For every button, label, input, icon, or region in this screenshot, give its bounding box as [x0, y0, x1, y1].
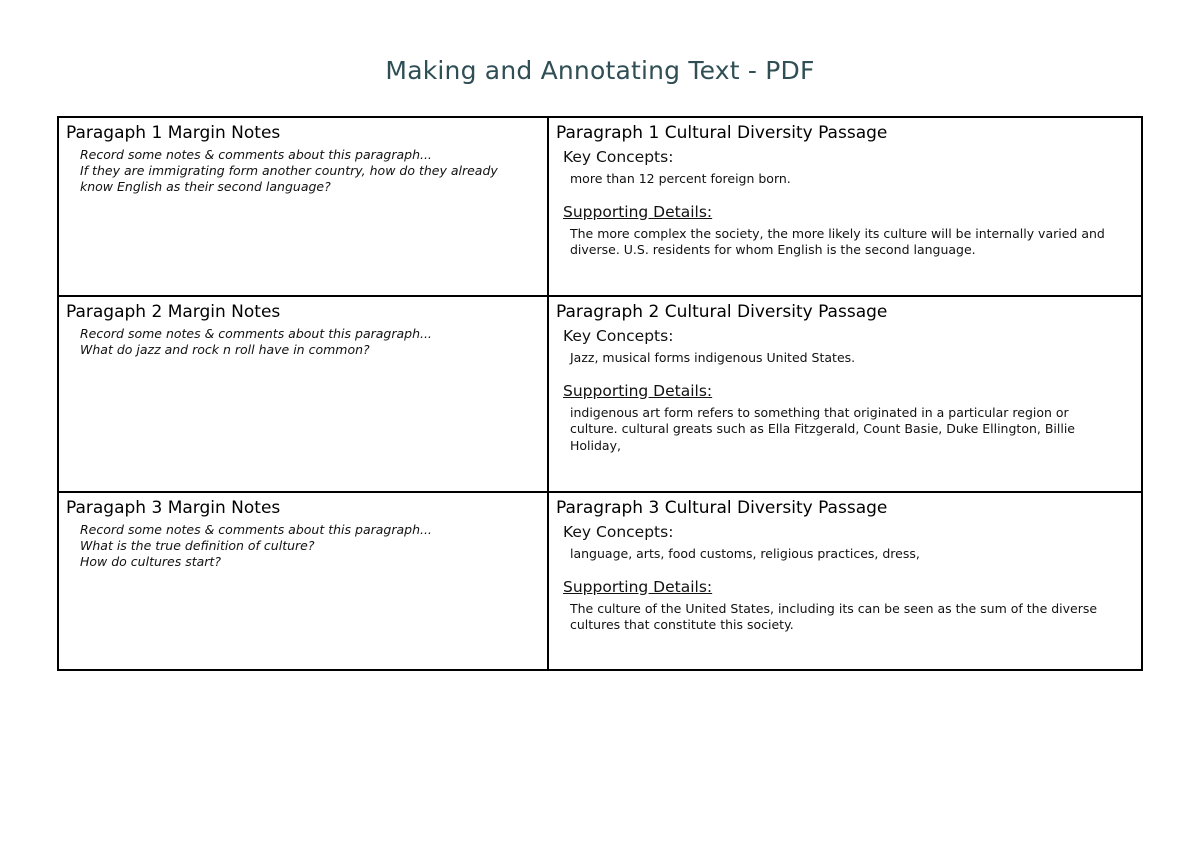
margin-notes-heading: Paragaph 1 Margin Notes: [66, 123, 281, 143]
supporting-details-text: The culture of the United States, including its can be seen as the sum of the diverse cultures that constitute this society.: [570, 600, 1098, 632]
passage-heading: Paragraph 3 Cultural Diversity Passage: [556, 498, 888, 518]
annotation-table: [57, 116, 1143, 671]
table-row: [58, 296, 1142, 492]
passage-heading: Paragraph 2 Cultural Diversity Passage: [556, 302, 888, 322]
note-line: How do cultures start?: [80, 554, 221, 569]
margin-notes-cell: [58, 492, 548, 670]
key-concepts-label: Key Concepts:: [563, 327, 674, 345]
note-line: Record some notes & comments about this paragraph...: [80, 326, 432, 341]
passage-cell: [548, 492, 1142, 670]
margin-notes-cell: [58, 296, 548, 492]
margin-notes: [80, 326, 541, 358]
margin-notes-cell: [58, 117, 548, 296]
supporting-details-label: Supporting Details:: [563, 577, 713, 596]
key-concepts-text: Jazz, musical forms indigenous United States.: [570, 350, 856, 365]
key-concepts-label: Key Concepts:: [563, 523, 674, 541]
passage-heading: Paragraph 1 Cultural Diversity Passage: [556, 123, 888, 143]
supporting-details-text: indigenous art form refers to something that originated in a particular region or culture. cultural greats such as Ella Fitzgerald, Count Basie, Duke Ellington, Billie Holiday,: [570, 404, 1075, 453]
note-line: What do jazz and rock n roll have in common?: [80, 342, 370, 357]
note-line: If they are immigrating form another country, how do they already know English as their second language?: [80, 163, 498, 194]
passage-cell: [548, 296, 1142, 492]
table-row: [58, 117, 1142, 296]
key-concepts-label: Key Concepts:: [563, 148, 674, 166]
key-concepts-text: language, arts, food customs, religious practices, dress,: [570, 546, 920, 561]
key-concepts-text: more than 12 percent foreign born.: [570, 171, 791, 186]
note-line: Record some notes & comments about this paragraph...: [80, 522, 432, 537]
supporting-details-label: Supporting Details:: [563, 381, 713, 400]
note-line: What is the true definition of culture?: [80, 538, 315, 553]
page-title: Making and Annotating Text - PDF: [385, 56, 815, 85]
table-row: [58, 492, 1142, 670]
margin-notes: [80, 522, 541, 570]
margin-notes-heading: Paragaph 2 Margin Notes: [66, 302, 281, 322]
margin-notes-heading: Paragaph 3 Margin Notes: [66, 498, 281, 518]
supporting-details-label: Supporting Details:: [563, 202, 713, 221]
margin-notes: [80, 147, 541, 195]
note-line: Record some notes & comments about this paragraph...: [80, 147, 432, 162]
supporting-details-text: The more complex the society, the more likely its culture will be internally varied and diverse. U.S. residents for whom English is the second language.: [570, 225, 1105, 257]
passage-cell: [548, 117, 1142, 296]
